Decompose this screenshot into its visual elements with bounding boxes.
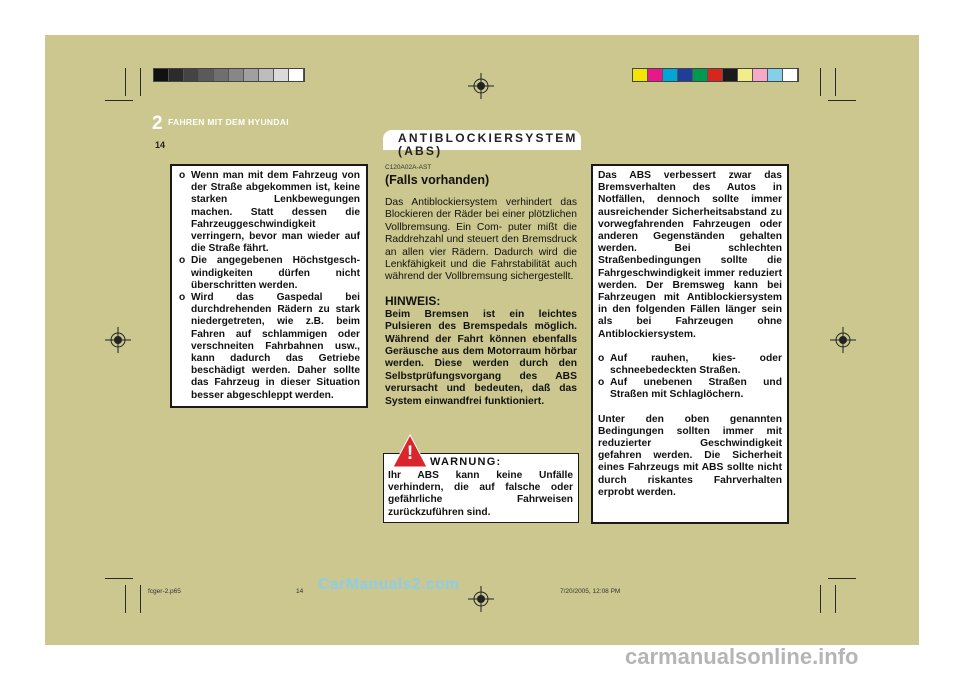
section-body: Das Antiblockiersystem verhindert das Blockieren der Räder bei einer plötzlichen Vollbremsung. Ein Com- puter mißt die Raddrehzahl und steuert den Bremsdruck an allen vier Rädern. Dadurch wird die Lenkfähigkeit und die Fahrstabilität auch während der Vollbremsung sichergestellt. <box>385 197 577 283</box>
warning-title: WARNUNG: <box>430 456 502 468</box>
registration-mark-icon <box>468 586 494 612</box>
warning-exclamation: ! <box>406 443 414 464</box>
color-swatch <box>663 69 678 81</box>
color-swatch <box>289 69 304 81</box>
color-swatch <box>738 69 753 81</box>
watermark-site[interactable]: carmanualsonline.info <box>625 644 859 669</box>
watermark-link[interactable]: CarManuals2.com <box>318 576 460 593</box>
note-heading: HINWEIS: <box>385 293 441 308</box>
warning-text: Ihr ABS kann keine Unfälle verhindern, die auf falsche oder gefährliche Fahrweisen zurückzuführen sind. <box>388 470 573 518</box>
color-swatch <box>274 69 289 81</box>
list-item: o Auf unebenen Straßen und Straßen mit Schlaglöchern. <box>598 377 782 401</box>
footer-date: 7/20/2005, 12:08 PM <box>560 588 621 595</box>
registration-mark-icon <box>468 73 494 99</box>
registration-mark-icon <box>105 327 131 353</box>
section-title: ANTIBLOCKIERSYSTEM (ABS) <box>398 131 578 158</box>
list-item: o Wenn man mit dem Fahrzeug von der Straße abgekommen ist, keine starken Lenkbewegungen machen. Statt dessen die Fahrzeuggeschwindigkeit verringern, bevor man wieder auf die Straße fährt. <box>179 170 360 255</box>
note-text: Beim Bremsen ist ein leichtes Pulsieren des Bremspedals möglich. Während der Fahrt können ebenfalls Geräusche aus dem Motorraum hörbar werden. Diese werden durch den Selbstprüfungsvorgang des ABS verursacht und bedeuten, daß das System einwandfrei funktioniert. <box>385 308 577 407</box>
abs-outro: Unter den oben genannten Bedingungen sollten immer mit reduzierter Geschwindigkeit gefahren werden. Die Sicherheit eines Fahrzeugs mit ABS sollte nicht durch riskantes Fahrverhalten erprobt werden. <box>598 413 782 498</box>
color-swatch-bar <box>632 68 799 82</box>
color-swatch <box>244 69 259 81</box>
abs-intro: Das ABS verbessert zwar das Bremsverhalten des Autos in Notfällen, dennoch sollte immer ausreichender Sicherheitsabstand zu vorwegfahrenden Fahrzeugen oder anderen Gegenständen gehalten werden. Bei schlechten Straßenbedingungen sollte die Fahrgeschwindigkeit immer reduziert werden. Der Bremsweg kann bei Fahrzeugen mit Antiblockiersystem in den folgenden Fällen länger sein als bei Fahrzeugen ohne Antiblockiersystem. <box>598 170 782 340</box>
left-text-box <box>170 164 368 408</box>
color-swatch <box>783 69 798 81</box>
chapter-number: 2 <box>152 113 163 134</box>
registration-mark-icon <box>830 327 856 353</box>
page-number: 14 <box>155 140 166 150</box>
color-swatch <box>693 69 708 81</box>
color-swatch <box>648 69 663 81</box>
color-swatch <box>708 69 723 81</box>
right-bullet-list <box>598 353 782 402</box>
color-swatch <box>229 69 244 81</box>
list-item: o Die angegebenen Höchstgesch- windigkeiten dürfen nicht überschritten werden. <box>179 255 360 291</box>
color-swatch <box>753 69 768 81</box>
color-swatch <box>633 69 648 81</box>
grayscale-swatch-bar <box>153 68 305 82</box>
color-swatch <box>184 69 199 81</box>
color-swatch <box>259 69 274 81</box>
color-swatch <box>199 69 214 81</box>
color-swatch <box>169 69 184 81</box>
left-bullet-list <box>179 170 360 402</box>
color-swatch <box>678 69 693 81</box>
color-swatch <box>768 69 783 81</box>
chapter-title: FAHREN MIT DEM HYUNDAI <box>168 117 289 127</box>
section-code: C120A02A-AST <box>385 164 432 171</box>
footer-file: fcger-2.p65 <box>148 588 181 595</box>
color-swatch <box>214 69 229 81</box>
footer-page: 14 <box>296 588 304 595</box>
list-item: o Wird das Gaspedal bei durchdrehenden Rädern zu stark niedergetreten, wie z.B. beim Fahren auf schlammigen oder verschneiten Fahrbahnen usw., kann dadurch das Getriebe beschädigt werden. Daher sollte das Fahrzeug in dieser Situation besser abgeschleppt werden. <box>179 292 360 401</box>
section-subtitle: (Falls vorhanden) <box>385 173 490 187</box>
color-swatch <box>154 69 169 81</box>
color-swatch <box>723 69 738 81</box>
right-text-box <box>591 164 789 524</box>
list-item: o Auf rauhen, kies- oder schneebedeckten Straßen. <box>598 352 782 377</box>
middle-column <box>385 164 577 408</box>
